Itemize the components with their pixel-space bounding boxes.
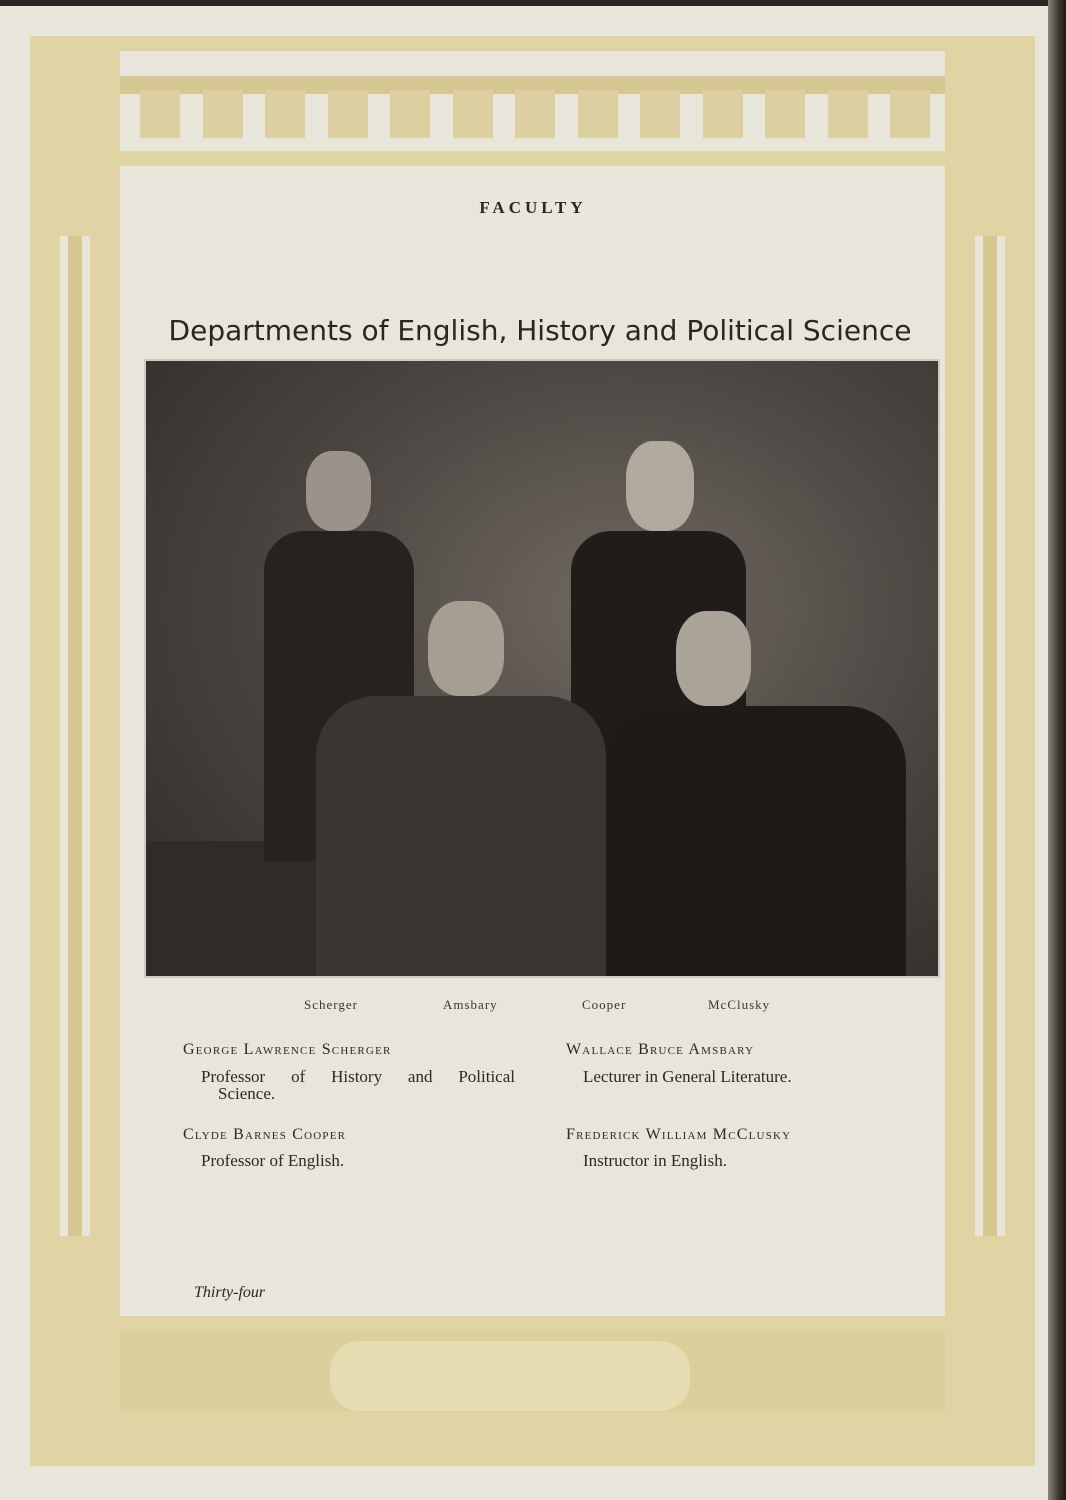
caption-cooper: Cooper [582,997,627,1012]
top-panel-row [140,90,930,140]
page-edge-shadow [1048,0,1066,1500]
faculty-name-mcclusky: Frederick William McClusky [566,1126,792,1143]
emblem-ornament [330,1341,690,1411]
faculty-title-mcclusky: Instructor in English. [583,1151,728,1170]
faculty-name-amsbary: Wallace Bruce Amsbary [566,1041,755,1058]
faculty-name-cooper: Clyde Barnes Cooper [183,1126,347,1143]
caption-mcclusky: McClusky [708,997,771,1012]
caption-scherger: Scherger [304,997,358,1012]
section-title: FACULTY [479,198,587,217]
department-title: Departments of English, History and Political Science [168,314,912,347]
faculty-title-scherger [201,1068,515,1102]
yearbook-page [0,6,1048,1500]
caption-amsbary: Amsbary [443,997,498,1012]
page-number: Thirty-four [194,1284,266,1301]
figure-mcclusky [606,611,906,976]
faculty-title-amsbary: Lecturer in General Literature. [583,1067,792,1086]
figure-amsbary [316,601,606,976]
faculty-title-scherger-line1: Professor of History and Political [201,1067,515,1086]
faculty-name-scherger: George Lawrence Scherger [183,1041,392,1058]
faculty-group-photo [144,359,940,978]
faculty-title-scherger-line2: Science. [218,1084,276,1103]
faculty-title-cooper: Professor of English. [201,1151,345,1170]
